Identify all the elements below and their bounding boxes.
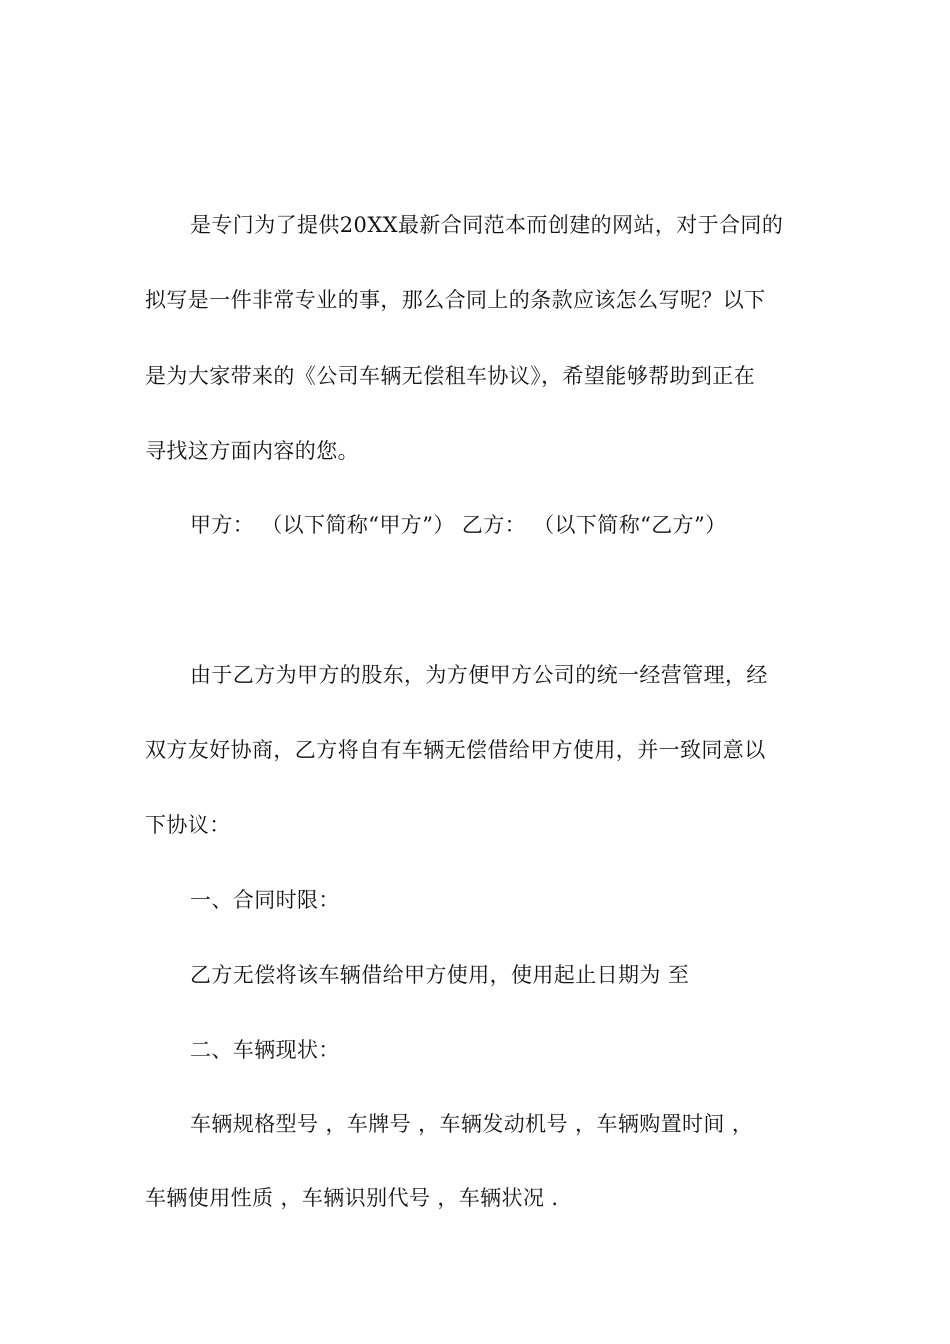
preamble-line-2: 双方友好协商，乙方将自有车辆无偿借给甲方使用，并一致同意以 — [145, 738, 766, 762]
intro-line-4: 寻找这方面内容的您。 — [145, 439, 359, 463]
section1-body: 乙方无偿将该车辆借给甲方使用，使用起止日期为 至 — [190, 963, 690, 987]
parties-line: 甲方： （以下简称“甲方”） 乙方： （以下简称“乙方”） — [190, 513, 727, 537]
intro-line-3: 是为大家带来的《公司车辆无偿租车协议》，希望能够帮助到正在 — [145, 364, 756, 388]
section2-body-line-1: 车辆规格型号 ，车牌号 ，车辆发动机号 ，车辆购置时间 ， — [190, 1112, 754, 1136]
preamble-line-3: 下协议： — [145, 813, 231, 837]
intro-line-1: 是专门为了提供20XX最新合同范本而创建的网站，对于合同的 — [190, 213, 784, 237]
section1-heading: 一、合同时限： — [190, 888, 340, 912]
section2-heading: 二、车辆现状： — [190, 1038, 340, 1062]
preamble-line-1: 由于乙方为甲方的股东，为方便甲方公司的统一经营管理，经 — [190, 663, 768, 687]
section2-body-line-2: 车辆使用性质 ，车辆识别代号 ，车辆状况 . — [145, 1186, 559, 1210]
intro-line-2: 拟写是一件非常专业的事，那么合同上的条款应该怎么写呢？以下 — [145, 288, 766, 312]
